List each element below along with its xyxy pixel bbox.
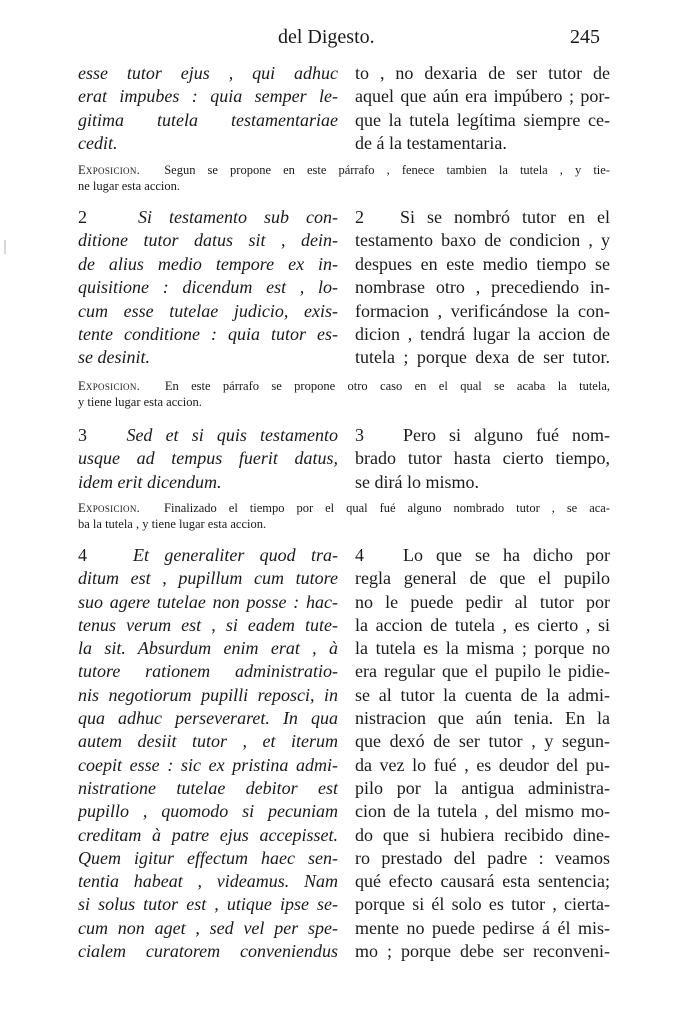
latin-line: creditam à patre ejus accepisset. [78, 824, 338, 845]
spanish-line: ro prestado del padre : veamos [355, 847, 610, 868]
spanish-line: nombrase otro , precediendo in- [355, 277, 610, 298]
latin-line: nistratione tutelae debitor est [78, 777, 338, 798]
spanish-line: la tutela es la misma ; porque no [355, 638, 610, 659]
spanish-line: porque si él solo es tutor , cierta- [355, 894, 610, 915]
spanish-column [355, 424, 610, 494]
paragraph-pair-2 [78, 206, 610, 370]
latin-column [78, 206, 338, 370]
exposicion-line: y tiene lugar esta accion. [78, 395, 202, 409]
spanish-line: do que si hubiera recibido dine- [355, 824, 610, 845]
spanish-line: era regular que el pupilo le pidie- [355, 661, 610, 682]
page-number: 245 [570, 26, 600, 48]
paragraph-number: 3 [355, 425, 364, 445]
exposicion-note-1 [78, 162, 610, 194]
running-title: del Digesto. [278, 26, 375, 48]
spanish-line: aquel que aún era impúbero ; por- [355, 86, 610, 107]
latin-line: tentia habeat , videamus. Nam [78, 871, 338, 892]
spanish-column [355, 206, 610, 370]
spanish-text: Pero si alguno fué nom- [403, 425, 610, 445]
margin-mark [4, 240, 6, 254]
latin-line [78, 424, 338, 447]
latin-line: pupillo , quomodo si pecuniam [78, 801, 338, 822]
exposicion-line: ba la tutela , y tiene lugar esta accion. [78, 517, 267, 531]
latin-line: quisitione : dicendum est , lo- [78, 277, 338, 298]
spanish-line: tutela ; porque dexa de ser tutor. [355, 347, 610, 368]
exposicion-label: Exposicion. [78, 379, 141, 393]
latin-line: tenus verum est , si eadem tute- [78, 614, 338, 635]
latin-line [78, 206, 338, 229]
paragraph-pair-1-continuation [78, 62, 610, 156]
spanish-line: se al tutor la cuenta de la admi- [355, 684, 610, 705]
spanish-line: no le puede pedir al tutor por [355, 591, 610, 612]
latin-line: nis negotiorum pupilli reposci, in [78, 684, 338, 705]
spanish-line: da vez lo fué , es deudor del pu- [355, 754, 610, 775]
spanish-column [355, 544, 610, 963]
paragraph-pair-4 [78, 544, 610, 963]
spanish-text: Lo que se ha dicho por [403, 545, 610, 565]
latin-line: de alius medio tempore ex in- [78, 253, 338, 274]
latin-line: qua adhuc perseveraret. In qua [78, 708, 338, 729]
spanish-line: testamento baxo de condicion , y [355, 230, 610, 251]
exposicion-text: Segun se propone en este párrafo , fenece tambien la tutela , y tie- [164, 163, 610, 177]
exposicion-note-3 [78, 500, 610, 532]
latin-line: tente conditione : quia tutor es- [78, 324, 338, 345]
paragraph-pair-3 [78, 424, 610, 494]
latin-line: se desinit. [78, 347, 150, 368]
spanish-line [355, 544, 610, 567]
spanish-column [355, 62, 610, 156]
paragraph-number: 3 [78, 425, 87, 445]
latin-line: cialem curatorem conveniendus [78, 941, 338, 962]
latin-line: esse tutor ejus , qui adhuc [78, 63, 338, 83]
spanish-line [355, 424, 610, 447]
latin-line: gitima tutela testamentariae [78, 109, 338, 130]
spanish-text: Si se nombró tutor en el [400, 207, 610, 227]
running-header [0, 22, 682, 52]
spanish-line: la accion de tutela , es cierto , si [355, 614, 610, 635]
spanish-line: que dexó de ser tutor , y segun- [355, 731, 610, 752]
spanish-line: mente no puede pedirse á él mis- [355, 917, 610, 938]
exposicion-line: ne lugar esta accion. [78, 179, 181, 193]
latin-line: usque ad tempus fuerit datus, [78, 448, 338, 469]
latin-line: ditum est , pupillum cum tutore [78, 568, 338, 589]
latin-text: Si testamento sub con- [138, 207, 338, 227]
latin-column [78, 544, 338, 963]
paragraph-number: 4 [78, 545, 87, 565]
exposicion-label: Exposicion. [78, 163, 141, 177]
spanish-line: mo ; porque debe ser reconveni- [355, 941, 610, 962]
spanish-line: se dirá lo mismo. [355, 471, 479, 492]
spanish-line: formacion , verificándose la con- [355, 300, 610, 321]
spanish-line [355, 206, 610, 229]
paragraph-number: 2 [355, 207, 364, 227]
latin-line: coepit esse : sic ex pristina admi- [78, 754, 338, 775]
latin-column [78, 424, 338, 494]
latin-line: cum esse tutelae judicio, exis- [78, 300, 338, 321]
latin-line: cum non aget , sed vel per spe- [78, 917, 338, 938]
exposicion-text: Finalizado el tiempo por el qual fué alguno nombrado tutor , se aca- [164, 501, 610, 515]
exposicion-line [78, 500, 610, 516]
latin-line: autem desiit tutor , et iterum [78, 731, 338, 752]
latin-text: Sed et si quis testamento [126, 425, 338, 445]
latin-line: la sit. Absurdum enim erat , à [78, 638, 338, 659]
spanish-line: que la tutela legítima siempre ce- [355, 109, 610, 130]
latin-line: erat impubes : quia semper le- [78, 86, 338, 107]
spanish-line: to , no dexaria de ser tutor de [355, 63, 610, 83]
latin-column [78, 62, 338, 156]
spanish-line: nistracion que aún tenia. En la [355, 708, 610, 729]
latin-line: suo agere tutelae non posse : hac- [78, 591, 338, 612]
exposicion-label: Exposicion. [78, 501, 141, 515]
latin-line: idem erit dicendum. [78, 471, 222, 492]
spanish-line: despues en este medio tiempo se [355, 253, 610, 274]
latin-line: si solus tutor est , utique ipse se- [78, 894, 338, 915]
spanish-line: de á la testamentaria. [355, 133, 507, 154]
latin-line: ditione tutor datus sit , dein- [78, 230, 338, 251]
exposicion-line [78, 162, 610, 178]
spanish-line: regla general de que el pupilo [355, 568, 610, 589]
spanish-line: qué efecto causará esta sentencia; [355, 871, 610, 892]
exposicion-note-2 [78, 378, 610, 410]
paragraph-number: 2 [78, 207, 87, 227]
spanish-line: cion de la tutela , del mismo mo- [355, 801, 610, 822]
latin-text: Et generaliter quod tra- [133, 545, 338, 565]
latin-line: tutore rationem administratio- [78, 661, 338, 682]
latin-line [78, 544, 338, 567]
exposicion-line [78, 378, 610, 394]
spanish-line: dicion , tendrá lugar la accion de [355, 324, 610, 345]
latin-line: cedit. [78, 133, 118, 154]
spanish-line: pilo por la antigua administra- [355, 777, 610, 798]
paragraph-number: 4 [355, 545, 364, 565]
exposicion-text: En este párrafo se propone otro caso en el qual se acaba la tutela, [164, 379, 610, 393]
spanish-line: brado tutor hasta cierto tiempo, [355, 448, 610, 469]
latin-line: Quem igitur effectum haec sen- [78, 847, 338, 868]
